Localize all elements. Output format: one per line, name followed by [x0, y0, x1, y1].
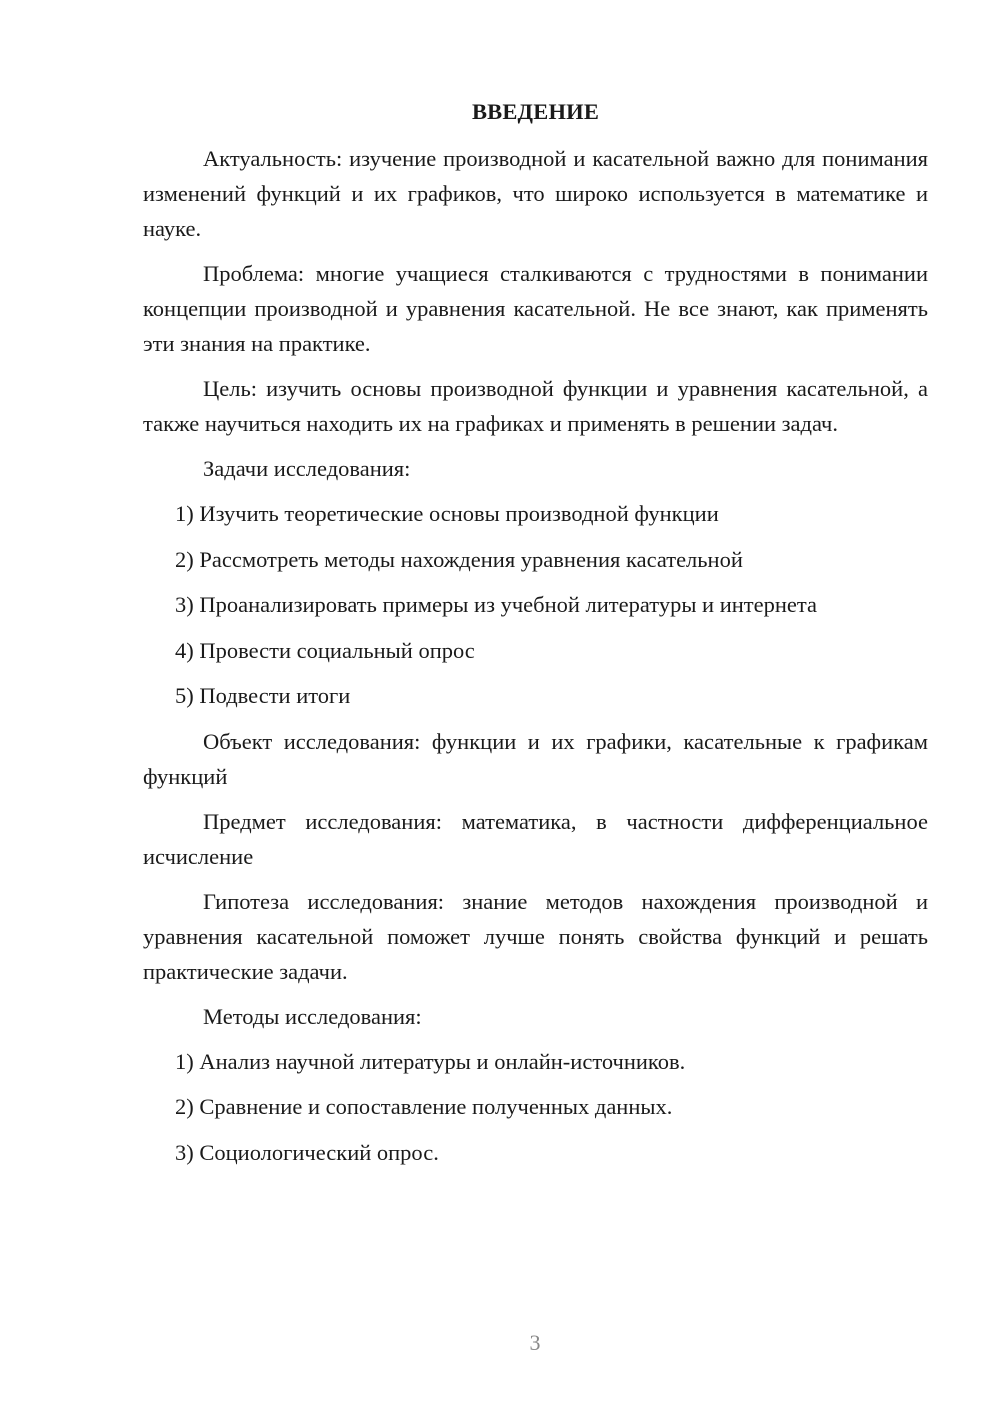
subject-paragraph: Предмет исследования: математика, в частности дифференциальное исчисление [143, 808, 928, 869]
document-body [143, 94, 928, 1180]
task-item: 2) Рассмотреть методы нахождения уравнения касательной [175, 546, 743, 572]
hypothesis-paragraph: Гипотеза исследования: знание методов нахождения производной и уравнения касательной поможет лучше понять свойства функций и решать практические задачи. [143, 888, 928, 984]
method-item: 2) Сравнение и сопоставление полученных данных. [175, 1094, 673, 1119]
task-item: 5) Подвести итоги [175, 683, 351, 708]
task-item: 1) Изучить теоретические основы производной функции [175, 501, 719, 526]
method-item: 1) Анализ научной литературы и онлайн-источников. [175, 1048, 686, 1074]
relevance-paragraph: Актуальность: изучение производной и касательной важно для понимания изменений функций и их графиков, что широко используется в математике и науке. [143, 146, 928, 241]
task-item: 3) Проанализировать примеры из учебной литературы и интернета [175, 592, 817, 617]
methods-label: Методы исследования: [203, 1003, 422, 1029]
object-paragraph: Объект исследования: функции и их графики, касательные к графикам функций [143, 728, 928, 789]
tasks-list [143, 496, 928, 713]
section-heading: ВВЕДЕНИЕ [471, 99, 600, 124]
method-item: 3) Социологический опрос. [175, 1139, 439, 1165]
page-number: 3 [529, 1330, 541, 1355]
methods-list [143, 1044, 928, 1170]
task-item: 4) Провести социальный опрос [175, 637, 475, 663]
problem-paragraph: Проблема: многие учащиеся сталкиваются с трудностями в понимании концепции производной и уравнения касательной. Не все знают, как применять эти знания на практике. [143, 261, 928, 356]
goal-paragraph: Цель: изучить основы производной функции и уравнения касательной, а также научиться находить их на графиках и применять в решении задач. [143, 376, 928, 436]
tasks-label: Задачи исследования: [203, 456, 411, 481]
